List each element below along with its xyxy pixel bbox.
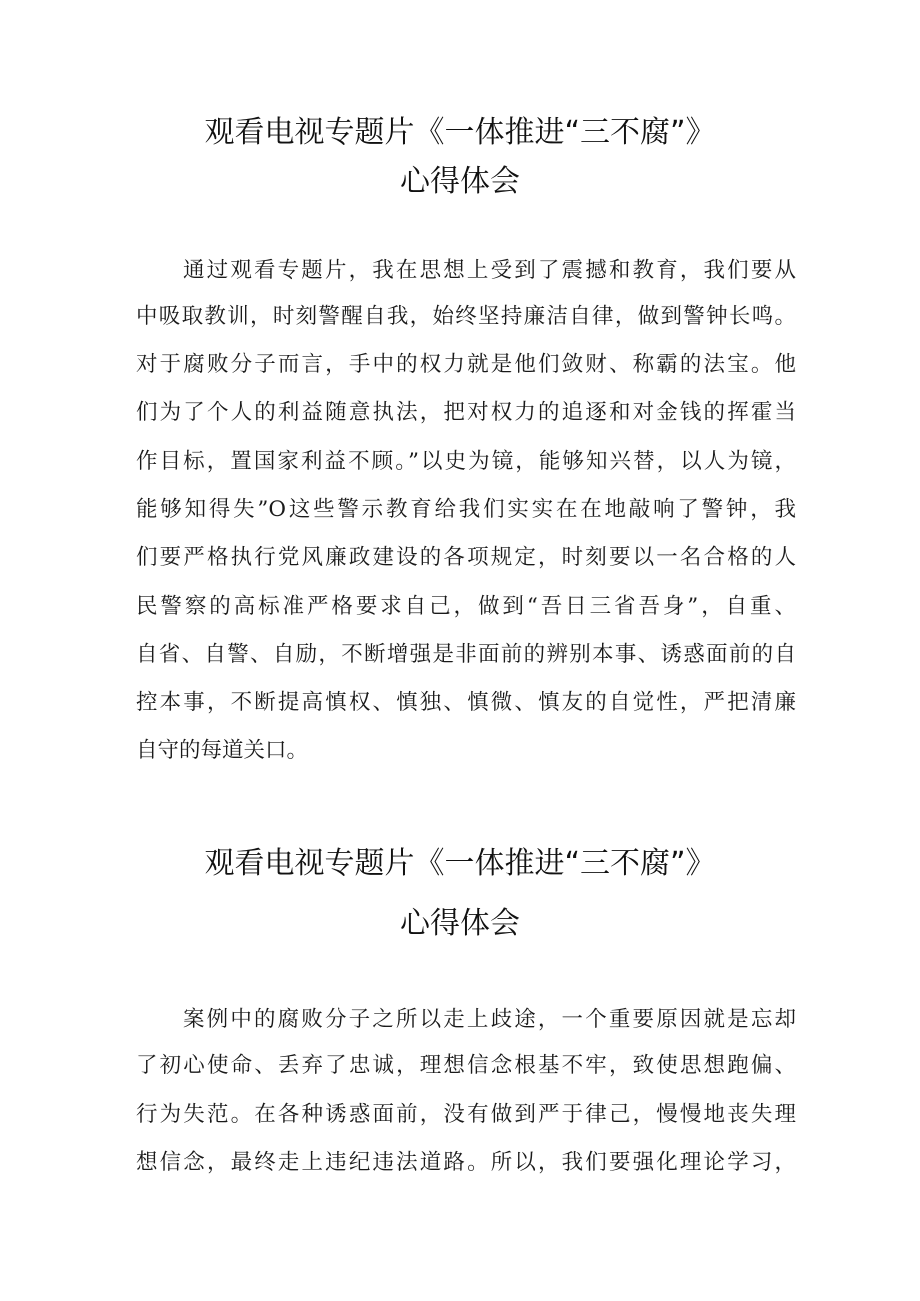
section-1-paragraph-line: 们要严格执行党风廉政建设的各项规定，时刻要以一名合格的人 (136, 545, 796, 570)
section-1-title-line-1: 观看电视专题片《一体推进“三不腐”》 (204, 115, 716, 150)
section-1-title-line-2: 心得体会 (400, 164, 520, 199)
section-2-title-line-1: 观看电视专题片《一体推进“三不腐”》 (204, 846, 716, 881)
section-1-paragraph-line: 自守的每道关口。 (136, 738, 309, 763)
section-2-paragraph-line: 案例中的腐败分子之所以走上歧途，一个重要原因就是忘却 (183, 1007, 796, 1032)
section-1-paragraph-line: 能够知得失”O这些警示教育给我们实实在在地敲响了警钟，我 (136, 497, 796, 522)
section-2-title-line-2: 心得体会 (400, 906, 520, 941)
section-1-paragraph-line: 作目标，置国家利益不顾。”以史为镜，能够知兴替，以人为镜， (136, 449, 796, 474)
section-1-paragraph-line: 中吸取教训，时刻警醒自我，始终坚持廉洁自律，做到警钟长鸣。 (136, 304, 796, 329)
section-2-paragraph-line: 想信念，最终走上违纪违法道路。所以，我们要强化理论学习， (136, 1150, 796, 1175)
section-1-paragraph-line: 通过观看专题片，我在思想上受到了震撼和教育，我们要从 (183, 258, 796, 283)
section-1-paragraph-line: 们为了个人的利益随意执法，把对权力的追逐和对金钱的挥霍当 (136, 400, 796, 425)
section-2-paragraph-line: 行为失范。在各种诱惑面前，没有做到严于律己，慢慢地丧失理 (136, 1102, 796, 1127)
section-1-paragraph-line: 控本事，不断提高慎权、慎独、慎微、慎友的自觉性，严把清廉 (136, 690, 796, 715)
section-1-paragraph-line: 对于腐败分子而言，手中的权力就是他们敛财、称霸的法宝。他 (136, 352, 796, 377)
section-1-paragraph-line: 民警察的高标准严格要求自己，做到“吾日三省吾身”，自重、 (136, 594, 796, 619)
section-1-paragraph-line: 自省、自警、自励，不断增强是非面前的辨别本事、诱惑面前的自 (136, 642, 796, 667)
section-2-paragraph-line: 了初心使命、丢弃了忠诚，理想信念根基不牢，致使思想跑偏、 (136, 1053, 796, 1078)
